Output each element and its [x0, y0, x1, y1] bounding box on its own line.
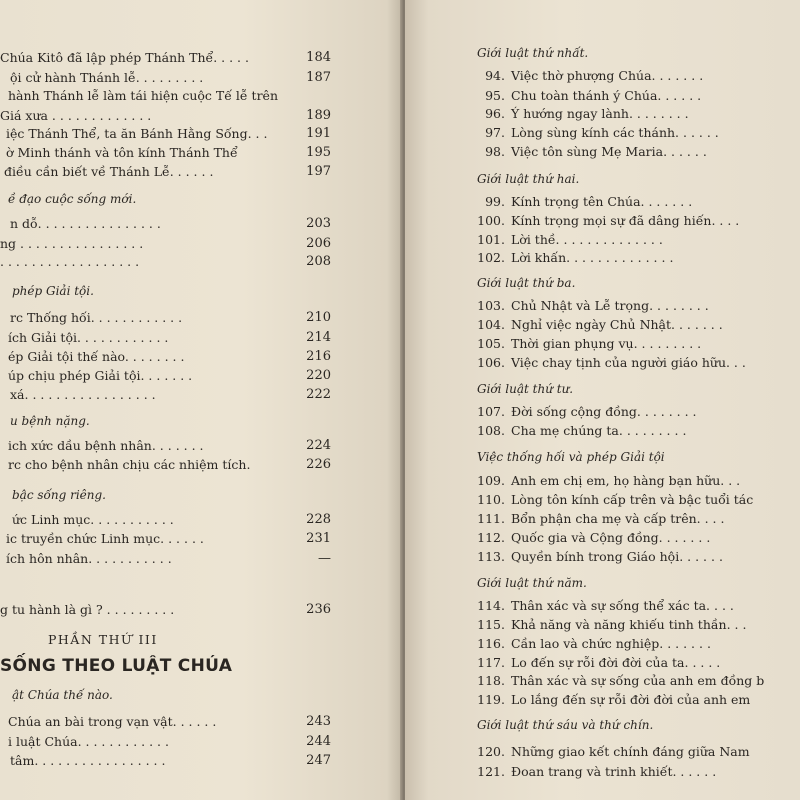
- entry-title: Cần lao và chức nghiệp. . . . . . .: [511, 636, 711, 651]
- page-number: 224: [306, 438, 331, 453]
- entry-number: 98.: [485, 144, 505, 159]
- section-heading: Giới luật thứ ba.: [477, 276, 576, 290]
- section-heading: Giới luật thứ năm.: [477, 576, 587, 590]
- toc-entry: [465, 144, 707, 159]
- toc-entry: [465, 511, 724, 526]
- toc-entry: Chúa an bài trong vạn vật. . . . . .: [8, 714, 217, 729]
- entry-title: Việc chay tịnh của người giáo hữu. . .: [511, 355, 746, 370]
- entry-title: Thân xác và sự sống thể xác ta. . . .: [511, 598, 734, 613]
- toc-entry: ép Giải tội thế nào. . . . . . . .: [8, 349, 185, 364]
- entry-number: 99.: [485, 194, 505, 209]
- toc-entry: [465, 106, 689, 121]
- toc-entry: [465, 194, 692, 209]
- section-heading: ề đạo cuộc sống mới.: [8, 192, 137, 206]
- toc-entry: i luật Chúa. . . . . . . . . . . .: [8, 734, 169, 749]
- entry-title: Nghỉ việc ngày Chủ Nhật. . . . . . .: [511, 317, 723, 332]
- page-number: 187: [306, 70, 331, 85]
- entry-title: Kính trọng mọi sự đã dâng hiến. . . .: [511, 213, 740, 228]
- page-number: 189: [306, 108, 331, 123]
- page-number: 222: [306, 387, 331, 402]
- entry-title: Lòng sùng kính các thánh. . . . . .: [511, 125, 719, 140]
- section-heading: bậc sống riêng.: [12, 488, 106, 502]
- section-heading: Việc thống hối và phép Giải tội: [477, 450, 665, 464]
- toc-entry: [465, 317, 723, 332]
- entry-title: Bổn phận cha mẹ và cấp trên. . . .: [511, 511, 725, 526]
- entry-title: Chủ Nhật và Lễ trọng. . . . . . . .: [511, 298, 709, 313]
- toc-entry: [465, 68, 703, 83]
- page-number: —: [318, 551, 331, 566]
- page-number: 184: [306, 50, 331, 65]
- toc-entry: Giá xưa . . . . . . . . . . . . .: [0, 108, 152, 123]
- entry-number: 113.: [477, 549, 505, 564]
- toc-entry: [465, 250, 673, 265]
- entry-number: 103.: [477, 298, 505, 313]
- toc-entry: [465, 298, 709, 313]
- page-number: 214: [306, 330, 331, 345]
- toc-entry: ờ Minh thánh và tôn kính Thánh Thể: [6, 145, 238, 160]
- page-number: 206: [306, 236, 331, 251]
- page-number: 216: [306, 349, 331, 364]
- toc-entry: [465, 355, 746, 370]
- toc-entry: [465, 655, 720, 670]
- entry-number: 114.: [477, 598, 505, 613]
- toc-entry: ích hôn nhân. . . . . . . . . . .: [6, 551, 172, 566]
- entry-number: 94.: [485, 68, 505, 83]
- toc-entry: [465, 673, 764, 688]
- entry-number: 106.: [477, 355, 505, 370]
- page-number: 226: [306, 457, 331, 472]
- entry-number: 112.: [477, 530, 505, 545]
- toc-entry: [465, 764, 716, 779]
- toc-entry: [465, 336, 701, 351]
- entry-number: 109.: [477, 473, 505, 488]
- section-heading: phép Giải tội.: [12, 284, 94, 298]
- entry-number: 120.: [477, 744, 505, 759]
- toc-entry: [465, 549, 723, 564]
- toc-entry: rc cho bệnh nhân chịu các nhiệm tích.: [8, 457, 251, 472]
- section-heading: Giới luật thứ nhất.: [477, 46, 589, 60]
- right-page: [405, 0, 800, 800]
- entry-number: 97.: [485, 125, 505, 140]
- toc-entry: ic truyền chức Linh mục. . . . . .: [6, 531, 204, 546]
- toc-entry: [465, 492, 753, 507]
- toc-entry: ng . . . . . . . . . . . . . . . .: [0, 236, 144, 251]
- toc-entry: úp chịu phép Giải tội. . . . . . .: [8, 368, 193, 383]
- page-number: 191: [306, 126, 331, 141]
- entry-number: 119.: [477, 692, 505, 707]
- page-number: 231: [306, 531, 331, 546]
- toc-entry: [465, 404, 697, 419]
- toc-entry: điều cần biết về Thánh Lễ. . . . . .: [4, 164, 214, 179]
- page-number: 247: [306, 753, 331, 768]
- toc-entry: [465, 692, 750, 707]
- entry-title: Đời sống cộng đồng. . . . . . . .: [511, 404, 697, 419]
- entry-title: Lời thề. . . . . . . . . . . . . .: [511, 232, 663, 247]
- entry-title: Lo đến sự rỗi đời đời của ta. . . . .: [511, 655, 721, 670]
- entry-title: Thời gian phụng vụ. . . . . . . . .: [511, 336, 702, 351]
- entry-title: Lời khấn. . . . . . . . . . . . . .: [511, 250, 674, 265]
- toc-entry: ích Giải tội. . . . . . . . . . . .: [8, 330, 169, 345]
- page-number: 243: [306, 714, 331, 729]
- entry-number: 104.: [477, 317, 505, 332]
- page-number: 236: [306, 602, 331, 617]
- toc-entry: [465, 213, 739, 228]
- entry-title: Anh em chị em, họ hàng bạn hữu. . .: [511, 473, 741, 488]
- page-number: 195: [306, 145, 331, 160]
- toc-entry: [465, 530, 710, 545]
- part-title: SỐNG THEO LUẬT CHÚA: [0, 656, 233, 676]
- entry-title: Những giao kết chính đáng giữa Nam: [511, 744, 750, 759]
- page-number: 208: [306, 254, 331, 269]
- toc-entry: g tu hành là gì ? . . . . . . . . .: [0, 602, 175, 617]
- entry-number: 116.: [477, 636, 505, 651]
- toc-entry: [465, 473, 740, 488]
- entry-number: 101.: [477, 232, 505, 247]
- page-number: 203: [306, 216, 331, 231]
- section-heading: u bệnh nặng.: [10, 414, 90, 428]
- entry-title: Cha mẹ chúng ta. . . . . . . . .: [511, 423, 687, 438]
- section-heading: Giới luật thứ hai.: [477, 172, 580, 186]
- toc-entry: [465, 423, 686, 438]
- entry-number: 110.: [477, 492, 505, 507]
- page-number: 197: [306, 164, 331, 179]
- entry-number: 102.: [477, 250, 505, 265]
- entry-number: 108.: [477, 423, 505, 438]
- toc-entry: xá. . . . . . . . . . . . . . . . .: [10, 387, 156, 402]
- section-heading: Giới luật thứ tư.: [477, 382, 574, 396]
- toc-entry: [465, 744, 750, 759]
- toc-entry: rc Thống hối. . . . . . . . . . . .: [10, 310, 183, 325]
- entry-title: Kính trọng tên Chúa. . . . . . .: [511, 194, 693, 209]
- toc-entry: ức Linh mục. . . . . . . . . . .: [12, 512, 174, 527]
- entry-title: Lòng tôn kính cấp trên và bậc tuổi tác: [511, 492, 754, 507]
- entry-title: Ý hướng ngay lành. . . . . . . .: [511, 106, 689, 121]
- section-heading: ật Chúa thế nào.: [12, 688, 113, 702]
- toc-entry: hành Thánh lễ làm tái hiện cuộc Tế lễ trên: [8, 88, 279, 103]
- entry-number: 111.: [477, 511, 505, 526]
- entry-number: 121.: [477, 764, 505, 779]
- toc-entry: [465, 636, 711, 651]
- toc-entry: ội cử hành Thánh lễ. . . . . . . . .: [10, 70, 204, 85]
- entry-number: 115.: [477, 617, 505, 632]
- entry-title: Khả năng và năng khiếu tinh thần. . .: [511, 617, 747, 632]
- entry-number: 96.: [485, 106, 505, 121]
- page-number: 220: [306, 368, 331, 383]
- entry-title: Chu toàn thánh ý Chúa. . . . . .: [511, 88, 702, 103]
- entry-number: 117.: [477, 655, 505, 670]
- entry-number: 107.: [477, 404, 505, 419]
- toc-entry: ich xức dầu bệnh nhân. . . . . . .: [8, 438, 204, 453]
- entry-title: Việc thờ phượng Chúa. . . . . . .: [511, 68, 704, 83]
- toc-entry: [465, 232, 663, 247]
- part-heading: PHẦN THỨ III: [48, 632, 158, 647]
- entry-title: Thân xác và sự sống của anh em đồng b: [511, 673, 765, 688]
- page-number: 210: [306, 310, 331, 325]
- toc-entry: [465, 617, 746, 632]
- toc-entry: [465, 125, 719, 140]
- toc-entry: [465, 598, 734, 613]
- entry-title: Quyền bính trong Giáo hội. . . . . .: [511, 549, 723, 564]
- entry-number: 118.: [477, 673, 505, 688]
- page-number: 244: [306, 734, 331, 749]
- section-heading: Giới luật thứ sáu và thứ chín.: [477, 718, 654, 732]
- entry-title: Việc tôn sùng Mẹ Maria. . . . . .: [511, 144, 707, 159]
- entry-title: Đoan trang và trinh khiết. . . . . .: [511, 764, 717, 779]
- page-number: 228: [306, 512, 331, 527]
- toc-entry: . . . . . . . . . . . . . . . . . .: [0, 254, 140, 269]
- entry-number: 100.: [477, 213, 505, 228]
- entry-title: Lo lắng đến sự rỗi đời đời của anh em: [511, 692, 751, 707]
- toc-entry: tâm. . . . . . . . . . . . . . . . .: [10, 753, 166, 768]
- entry-title: Quốc gia và Cộng đồng. . . . . . .: [511, 530, 711, 545]
- toc-entry: n dỗ. . . . . . . . . . . . . . . .: [10, 216, 161, 231]
- entry-number: 95.: [485, 88, 505, 103]
- toc-entry: iệc Thánh Thể, ta ăn Bánh Hằng Sống. . .: [6, 126, 268, 141]
- toc-entry: [465, 88, 701, 103]
- toc-entry: Chúa Kitô đã lập phép Thánh Thể. . . . .: [0, 50, 249, 65]
- entry-number: 105.: [477, 336, 505, 351]
